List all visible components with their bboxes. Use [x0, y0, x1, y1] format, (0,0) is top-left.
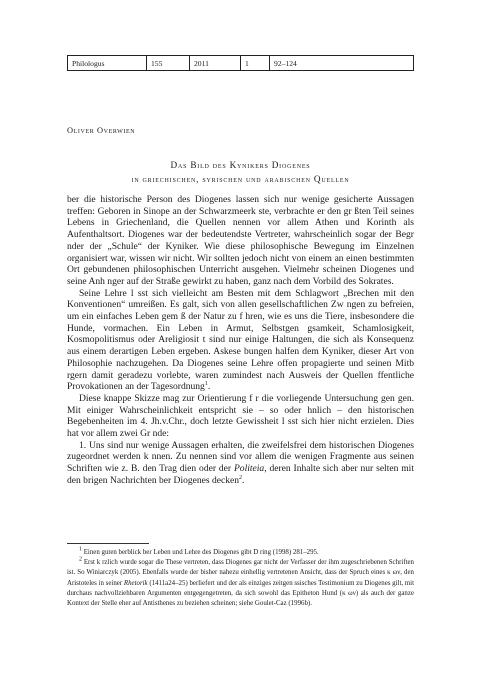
footnote-ref-2[interactable]: 2 — [239, 474, 243, 481]
footnote-separator — [67, 543, 149, 544]
paragraph-2 — [67, 288, 414, 393]
footnote-ref-1[interactable]: 1 — [204, 381, 208, 388]
volume-cell: 155 — [147, 56, 190, 71]
rhetorik-title: Rhetorik — [123, 579, 148, 587]
article-title-line-2: in griechischen, syrischen und arabischen Quellen — [131, 174, 350, 184]
footnote-1 — [67, 548, 414, 558]
footnote-2-text: Erst k rzlich wurde sogar die These vertreten, dass Diogenes gar nicht der Verfasser der ihm zugeschriebenen Schriften ist. So Winiarczyk (2005). Ebenfalls wurde der bisher nahezu einhellig vertretenen Ansicht, dass der Spruch eines κ ων, den Aristoteles in seiner — [67, 559, 414, 587]
paragraph-4-text: 1. Uns sind nur wenige Aussagen erhalten, die zweifelsfrei dem historischen Diogenes zugeordnet werden k nnen. Zu nennen sind vor allem die wenigen Fragmente aus seinen Schriften wie z. B. den Trag dien oder der — [67, 439, 414, 475]
paragraph-2-end: . — [207, 381, 211, 393]
paragraph-4 — [67, 440, 414, 487]
paragraph-2-text: Seine Lehre l sst sich vielleicht am Besten mit dem Schlagwort „Brechen mit den Konventionen“ umreißen. Es galt, sich von allen gesellschaftlichen Zw ngen zu befreien, um ein einfaches Leben gem ß der Natur zu f hren, wie es uns die Tiere, insbesondere die Hunde, vormachen. Ein Leben in Armut, Selbstgen gsamkeit, Schamlosigkeit, Kosmopolitismus oder Areligiosit t sind nur einige Haltungen, die sich als Konsequenz aus einem derartigen Leben ergeben. Askese bungen halfen dem Kyniker, dieser Art von Philosophie nachzugehen. Da Diogenes seine Lehre offen propagierte und seinen Mitb rgern damit geradezu vorlebte, waren zumindest nach Ausweis der Quellen ffentliche Provokationen an der Tagesordnung — [67, 287, 414, 393]
footnote-2-text-2: (1411a24–25) berliefert und der als einziges zeitgen ssisches Testimonium zu Diogenes gilt, mit durchaus nachvollziehbaren Argumenten entgegengetreten, da sich sowohl das Epitheton Hund (κ ων) als auch der ganze Kontext der Stelle eher auf Antisthenes zu beziehen scheinen; siehe Goulet-Caz (1996b). — [67, 579, 414, 608]
paragraph-4-end: . — [242, 474, 245, 486]
journal-header-table — [67, 55, 414, 71]
year-cell: 2011 — [190, 56, 241, 71]
paragraph-4-text-2: , deren Inhalte sich aber nur selten mit den brigen Nachrichten ber Diogenes decken — [67, 463, 414, 486]
politeia-title: Politeia — [233, 463, 265, 475]
article-title-line-1: Das Bild des Kynikers Diogenes — [170, 160, 311, 170]
author-name: Oliver Overwien — [67, 126, 136, 135]
paragraph-1: ber die historische Person des Diogenes lassen sich nur wenige gesicherte Aussagen treffen: Geboren in Sinope an der Schwarzmeerk ste, verbrachte er den gr ßten Teil seines Lebens in Griechenland, die Quellen nennen vor allem Athen und Korinth als Aufenthaltsort. Diogenes war der bedeutendste Vertreter, wahrscheinlich sogar der Begr nder der „Schule“ der Kyniker. Wie diese philosophische Bewegung im Einzelnen organisiert war, wissen wir nicht. Wir sollten jedoch nicht von einem an einen bestimmten Ort gebundenen philosophischen Unterricht ausgehen. Vielmehr scheinen Diogenes und seine Anh nger auf der Straße gewirkt zu haben, ganz nach dem Vorbild des Sokrates. — [67, 194, 414, 287]
footnote-1-text: Einen guten berblick ber Leben und Lehre des Diogenes gibt D ring (1998) 281–295. — [82, 549, 319, 556]
footnote-1-number: 1 — [79, 546, 82, 553]
footnotes — [67, 548, 414, 609]
issue-cell: 1 — [241, 56, 270, 71]
footnote-2-number: 2 — [79, 556, 82, 563]
footnote-2 — [67, 558, 414, 609]
article-body — [67, 194, 414, 487]
journal-name-cell: Philologus — [68, 56, 147, 71]
paragraph-3: Diese knappe Skizze mag zur Orientierung f r die vorliegende Untersuchung gen gen. Mit einiger Wahrscheinlichkeit entspricht sie – so oder hnlich – den historischen Begebenheiten im 4. Jh.v.Chr., doch letzte Gewissheit l sst sich hier nicht erzielen. Dies hat vor allem zwei Gr nde: — [67, 392, 414, 440]
pages-cell: 92–124 — [270, 56, 414, 71]
journal-header-row — [68, 56, 414, 71]
